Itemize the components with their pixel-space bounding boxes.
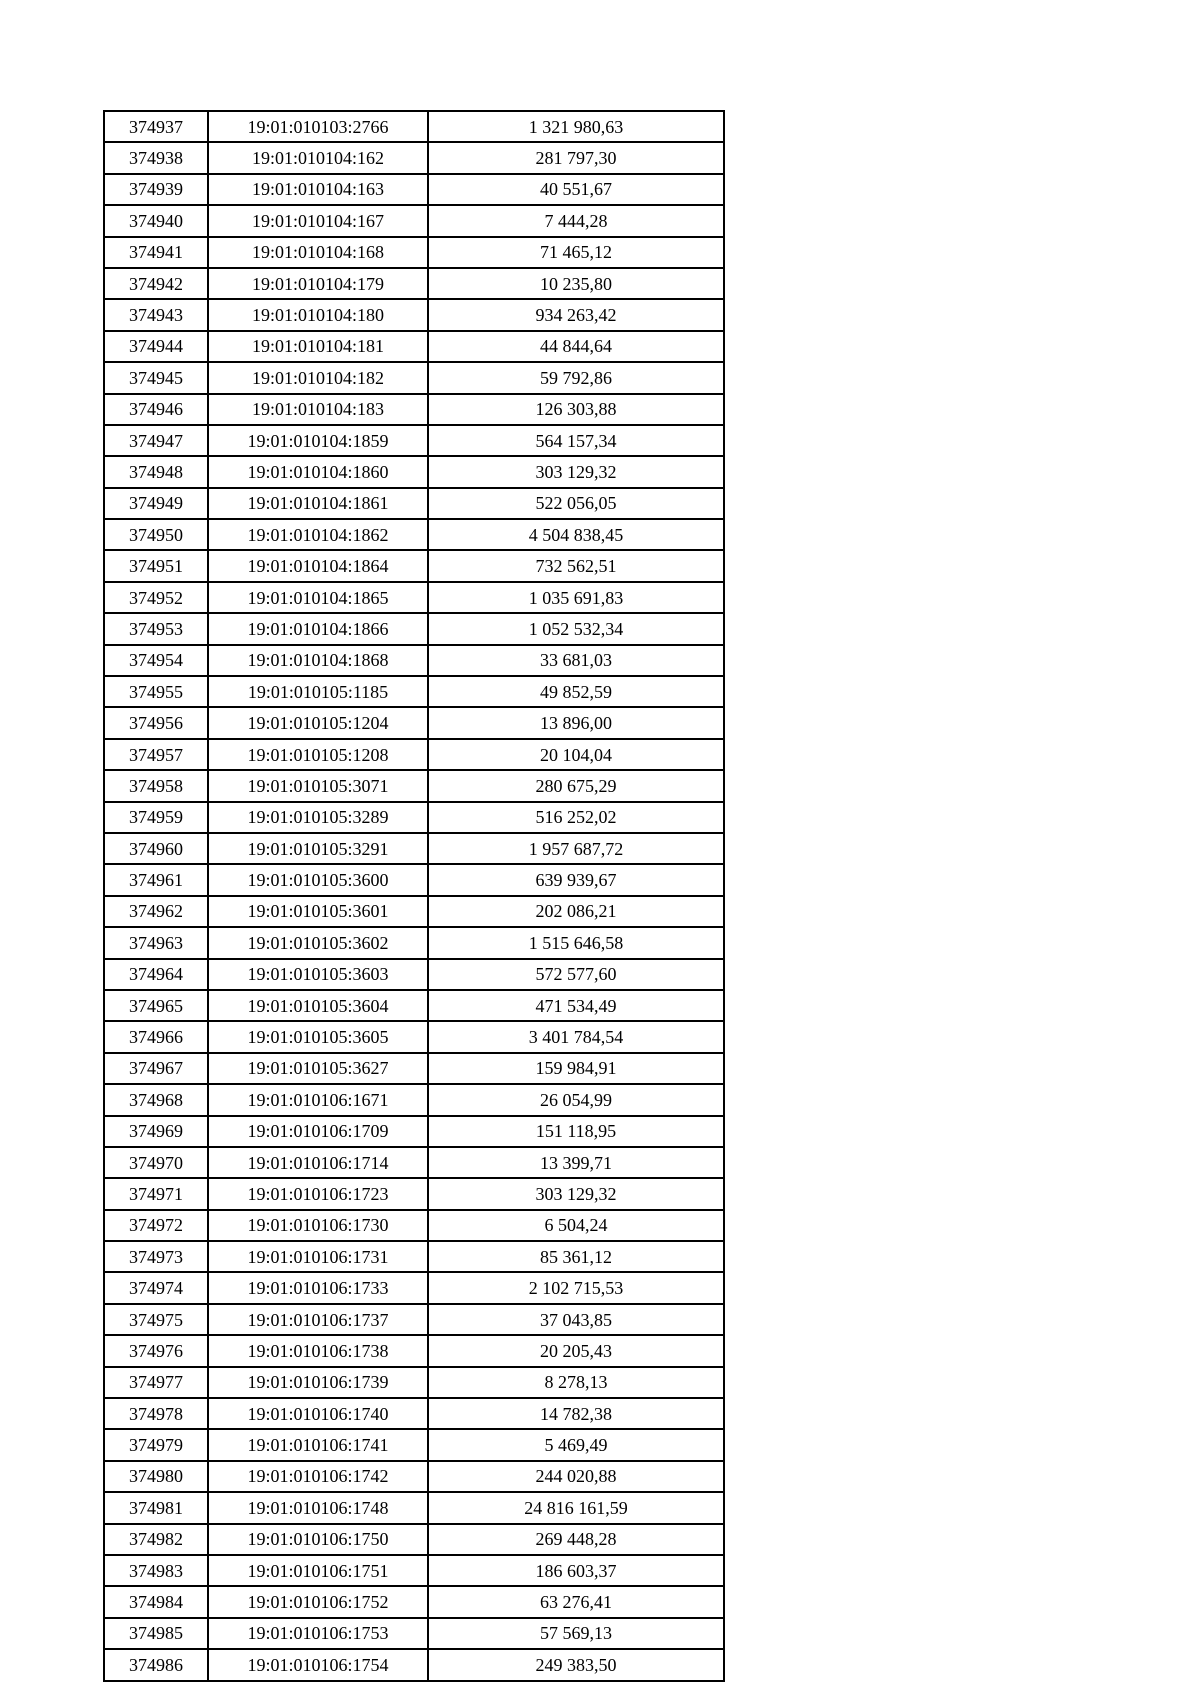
table-row bbox=[104, 1618, 724, 1649]
table-row bbox=[104, 833, 724, 864]
table-row bbox=[104, 362, 724, 393]
row-number-cell: 374980 bbox=[104, 1461, 208, 1492]
table-row bbox=[104, 959, 724, 990]
row-number-cell: 374942 bbox=[104, 268, 208, 299]
cadastral-value-cell: 85 361,12 bbox=[428, 1241, 724, 1272]
cadastral-number-cell: 19:01:010106:1740 bbox=[208, 1398, 428, 1429]
cadastral-value-cell: 1 515 646,58 bbox=[428, 927, 724, 958]
table-row bbox=[104, 425, 724, 456]
row-number-cell: 374947 bbox=[104, 425, 208, 456]
cadastral-value-cell: 244 020,88 bbox=[428, 1461, 724, 1492]
table-body bbox=[104, 111, 724, 1681]
cadastral-value-cell: 522 056,05 bbox=[428, 488, 724, 519]
cadastral-value-cell: 732 562,51 bbox=[428, 550, 724, 581]
cadastral-number-cell: 19:01:010104:183 bbox=[208, 394, 428, 425]
cadastral-value-cell: 49 852,59 bbox=[428, 676, 724, 707]
cadastral-number-cell: 19:01:010105:3603 bbox=[208, 959, 428, 990]
cadastral-number-cell: 19:01:010106:1742 bbox=[208, 1461, 428, 1492]
cadastral-value-cell: 934 263,42 bbox=[428, 299, 724, 330]
cadastral-number-cell: 19:01:010104:1860 bbox=[208, 456, 428, 487]
table-row bbox=[104, 331, 724, 362]
table-row bbox=[104, 1649, 724, 1680]
row-number-cell: 374981 bbox=[104, 1492, 208, 1523]
cadastral-number-cell: 19:01:010106:1741 bbox=[208, 1429, 428, 1460]
table-row bbox=[104, 1586, 724, 1617]
row-number-cell: 374943 bbox=[104, 299, 208, 330]
cadastral-number-cell: 19:01:010104:181 bbox=[208, 331, 428, 362]
row-number-cell: 374978 bbox=[104, 1398, 208, 1429]
table-row bbox=[104, 1178, 724, 1209]
table-row bbox=[104, 1304, 724, 1335]
cadastral-value-cell: 14 782,38 bbox=[428, 1398, 724, 1429]
table-row bbox=[104, 488, 724, 519]
cadastral-number-cell: 19:01:010104:1859 bbox=[208, 425, 428, 456]
cadastral-value-cell: 6 504,24 bbox=[428, 1210, 724, 1241]
cadastral-value-cell: 564 157,34 bbox=[428, 425, 724, 456]
row-number-cell: 374944 bbox=[104, 331, 208, 362]
table-row bbox=[104, 1116, 724, 1147]
cadastral-number-cell: 19:01:010106:1733 bbox=[208, 1272, 428, 1303]
cadastral-number-cell: 19:01:010105:3627 bbox=[208, 1053, 428, 1084]
table-row bbox=[104, 1492, 724, 1523]
cadastral-number-cell: 19:01:010106:1748 bbox=[208, 1492, 428, 1523]
row-number-cell: 374949 bbox=[104, 488, 208, 519]
table-row bbox=[104, 1555, 724, 1586]
table-row bbox=[104, 1084, 724, 1115]
table-row bbox=[104, 237, 724, 268]
cadastral-number-cell: 19:01:010104:1866 bbox=[208, 613, 428, 644]
cadastral-number-cell: 19:01:010105:1208 bbox=[208, 739, 428, 770]
row-number-cell: 374965 bbox=[104, 990, 208, 1021]
cadastral-number-cell: 19:01:010106:1714 bbox=[208, 1147, 428, 1178]
row-number-cell: 374960 bbox=[104, 833, 208, 864]
cadastral-number-cell: 19:01:010104:1868 bbox=[208, 645, 428, 676]
cadastral-value-cell: 303 129,32 bbox=[428, 1178, 724, 1209]
row-number-cell: 374968 bbox=[104, 1084, 208, 1115]
cadastral-value-cell: 1 321 980,63 bbox=[428, 111, 724, 142]
cadastral-value-cell: 4 504 838,45 bbox=[428, 519, 724, 550]
row-number-cell: 374954 bbox=[104, 645, 208, 676]
table-row bbox=[104, 174, 724, 205]
cadastral-value-cell: 126 303,88 bbox=[428, 394, 724, 425]
table-row bbox=[104, 770, 724, 801]
cadastral-number-cell: 19:01:010104:180 bbox=[208, 299, 428, 330]
cadastral-value-cell: 8 278,13 bbox=[428, 1367, 724, 1398]
cadastral-value-cell: 24 816 161,59 bbox=[428, 1492, 724, 1523]
table-row bbox=[104, 1241, 724, 1272]
cadastral-value-cell: 1 035 691,83 bbox=[428, 582, 724, 613]
cadastral-number-cell: 19:01:010105:3602 bbox=[208, 927, 428, 958]
cadastral-value-cell: 59 792,86 bbox=[428, 362, 724, 393]
row-number-cell: 374940 bbox=[104, 205, 208, 236]
row-number-cell: 374956 bbox=[104, 707, 208, 738]
row-number-cell: 374967 bbox=[104, 1053, 208, 1084]
table-row bbox=[104, 1053, 724, 1084]
cadastral-number-cell: 19:01:010103:2766 bbox=[208, 111, 428, 142]
row-number-cell: 374951 bbox=[104, 550, 208, 581]
cadastral-number-cell: 19:01:010104:179 bbox=[208, 268, 428, 299]
row-number-cell: 374959 bbox=[104, 802, 208, 833]
row-number-cell: 374985 bbox=[104, 1618, 208, 1649]
table-row bbox=[104, 394, 724, 425]
cadastral-number-cell: 19:01:010106:1671 bbox=[208, 1084, 428, 1115]
row-number-cell: 374952 bbox=[104, 582, 208, 613]
table-row bbox=[104, 990, 724, 1021]
cadastral-value-cell: 33 681,03 bbox=[428, 645, 724, 676]
cadastral-number-cell: 19:01:010105:3291 bbox=[208, 833, 428, 864]
row-number-cell: 374982 bbox=[104, 1524, 208, 1555]
row-number-cell: 374977 bbox=[104, 1367, 208, 1398]
row-number-cell: 374984 bbox=[104, 1586, 208, 1617]
row-number-cell: 374983 bbox=[104, 1555, 208, 1586]
cadastral-value-cell: 71 465,12 bbox=[428, 237, 724, 268]
cadastral-number-cell: 19:01:010104:162 bbox=[208, 142, 428, 173]
row-number-cell: 374975 bbox=[104, 1304, 208, 1335]
row-number-cell: 374957 bbox=[104, 739, 208, 770]
cadastral-value-cell: 639 939,67 bbox=[428, 864, 724, 895]
table-row bbox=[104, 519, 724, 550]
row-number-cell: 374937 bbox=[104, 111, 208, 142]
table-row bbox=[104, 1524, 724, 1555]
cadastral-value-cell: 5 469,49 bbox=[428, 1429, 724, 1460]
cadastral-number-cell: 19:01:010104:1864 bbox=[208, 550, 428, 581]
table-row bbox=[104, 802, 724, 833]
row-number-cell: 374955 bbox=[104, 676, 208, 707]
row-number-cell: 374958 bbox=[104, 770, 208, 801]
cadastral-number-cell: 19:01:010106:1737 bbox=[208, 1304, 428, 1335]
row-number-cell: 374961 bbox=[104, 864, 208, 895]
cadastral-number-cell: 19:01:010106:1731 bbox=[208, 1241, 428, 1272]
cadastral-number-cell: 19:01:010106:1738 bbox=[208, 1335, 428, 1366]
table-row bbox=[104, 1021, 724, 1052]
table-row bbox=[104, 896, 724, 927]
row-number-cell: 374946 bbox=[104, 394, 208, 425]
table-row bbox=[104, 456, 724, 487]
table-row bbox=[104, 1335, 724, 1366]
cadastral-number-cell: 19:01:010104:168 bbox=[208, 237, 428, 268]
row-number-cell: 374979 bbox=[104, 1429, 208, 1460]
cadastral-number-cell: 19:01:010106:1751 bbox=[208, 1555, 428, 1586]
cadastral-value-cell: 1 052 532,34 bbox=[428, 613, 724, 644]
row-number-cell: 374945 bbox=[104, 362, 208, 393]
table-row bbox=[104, 142, 724, 173]
cadastral-number-cell: 19:01:010106:1754 bbox=[208, 1649, 428, 1680]
row-number-cell: 374973 bbox=[104, 1241, 208, 1272]
table-row bbox=[104, 1398, 724, 1429]
table-row bbox=[104, 927, 724, 958]
cadastral-value-cell: 40 551,67 bbox=[428, 174, 724, 205]
cadastral-value-cell: 516 252,02 bbox=[428, 802, 724, 833]
table-row bbox=[104, 739, 724, 770]
cadastral-number-cell: 19:01:010104:1865 bbox=[208, 582, 428, 613]
cadastral-number-cell: 19:01:010105:3071 bbox=[208, 770, 428, 801]
cadastral-number-cell: 19:01:010105:1185 bbox=[208, 676, 428, 707]
cadastral-value-cell: 281 797,30 bbox=[428, 142, 724, 173]
cadastral-number-cell: 19:01:010105:3601 bbox=[208, 896, 428, 927]
cadastral-number-cell: 19:01:010105:1204 bbox=[208, 707, 428, 738]
cadastral-value-cell: 303 129,32 bbox=[428, 456, 724, 487]
table-row bbox=[104, 299, 724, 330]
cadastral-value-cell: 151 118,95 bbox=[428, 1116, 724, 1147]
row-number-cell: 374969 bbox=[104, 1116, 208, 1147]
cadastral-value-cell: 249 383,50 bbox=[428, 1649, 724, 1680]
cadastral-value-cell: 44 844,64 bbox=[428, 331, 724, 362]
table-row bbox=[104, 613, 724, 644]
table-row bbox=[104, 1147, 724, 1178]
cadastral-value-cell: 20 104,04 bbox=[428, 739, 724, 770]
cadastral-number-cell: 19:01:010106:1709 bbox=[208, 1116, 428, 1147]
cadastral-value-cell: 63 276,41 bbox=[428, 1586, 724, 1617]
cadastral-value-cell: 269 448,28 bbox=[428, 1524, 724, 1555]
table-row bbox=[104, 864, 724, 895]
cadastral-value-cell: 20 205,43 bbox=[428, 1335, 724, 1366]
row-number-cell: 374976 bbox=[104, 1335, 208, 1366]
row-number-cell: 374941 bbox=[104, 237, 208, 268]
cadastral-number-cell: 19:01:010104:1862 bbox=[208, 519, 428, 550]
row-number-cell: 374938 bbox=[104, 142, 208, 173]
table-row bbox=[104, 582, 724, 613]
table-row bbox=[104, 1272, 724, 1303]
table-row bbox=[104, 1429, 724, 1460]
cadastral-number-cell: 19:01:010105:3604 bbox=[208, 990, 428, 1021]
cadastral-value-cell: 13 896,00 bbox=[428, 707, 724, 738]
table-row bbox=[104, 645, 724, 676]
table-row bbox=[104, 1210, 724, 1241]
cadastral-value-cell: 10 235,80 bbox=[428, 268, 724, 299]
cadastral-number-cell: 19:01:010105:3600 bbox=[208, 864, 428, 895]
table-row bbox=[104, 205, 724, 236]
cadastral-number-cell: 19:01:010105:3605 bbox=[208, 1021, 428, 1052]
cadastral-value-cell: 13 399,71 bbox=[428, 1147, 724, 1178]
cadastral-value-cell: 159 984,91 bbox=[428, 1053, 724, 1084]
cadastral-number-cell: 19:01:010104:182 bbox=[208, 362, 428, 393]
cadastral-number-cell: 19:01:010106:1752 bbox=[208, 1586, 428, 1617]
cadastral-value-cell: 37 043,85 bbox=[428, 1304, 724, 1335]
cadastral-number-cell: 19:01:010105:3289 bbox=[208, 802, 428, 833]
table-row bbox=[104, 1461, 724, 1492]
table-row bbox=[104, 676, 724, 707]
row-number-cell: 374971 bbox=[104, 1178, 208, 1209]
cadastral-number-cell: 19:01:010106:1723 bbox=[208, 1178, 428, 1209]
cadastral-number-cell: 19:01:010104:1861 bbox=[208, 488, 428, 519]
cadastral-value-cell: 280 675,29 bbox=[428, 770, 724, 801]
row-number-cell: 374966 bbox=[104, 1021, 208, 1052]
cadastral-number-cell: 19:01:010106:1750 bbox=[208, 1524, 428, 1555]
cadastral-value-cell: 57 569,13 bbox=[428, 1618, 724, 1649]
table-row bbox=[104, 268, 724, 299]
row-number-cell: 374962 bbox=[104, 896, 208, 927]
cadastral-value-cell: 7 444,28 bbox=[428, 205, 724, 236]
cadastral-value-cell: 202 086,21 bbox=[428, 896, 724, 927]
table-row bbox=[104, 111, 724, 142]
row-number-cell: 374986 bbox=[104, 1649, 208, 1680]
row-number-cell: 374974 bbox=[104, 1272, 208, 1303]
table-row bbox=[104, 1367, 724, 1398]
table-row bbox=[104, 707, 724, 738]
cadastral-number-cell: 19:01:010106:1739 bbox=[208, 1367, 428, 1398]
cadastral-value-cell: 3 401 784,54 bbox=[428, 1021, 724, 1052]
row-number-cell: 374939 bbox=[104, 174, 208, 205]
row-number-cell: 374964 bbox=[104, 959, 208, 990]
row-number-cell: 374963 bbox=[104, 927, 208, 958]
row-number-cell: 374953 bbox=[104, 613, 208, 644]
cadastral-number-cell: 19:01:010104:167 bbox=[208, 205, 428, 236]
row-number-cell: 374950 bbox=[104, 519, 208, 550]
table-row bbox=[104, 550, 724, 581]
row-number-cell: 374948 bbox=[104, 456, 208, 487]
cadastral-value-cell: 1 957 687,72 bbox=[428, 833, 724, 864]
cadastral-number-cell: 19:01:010104:163 bbox=[208, 174, 428, 205]
cadastral-value-table bbox=[103, 110, 725, 1682]
cadastral-value-cell: 186 603,37 bbox=[428, 1555, 724, 1586]
cadastral-value-cell: 26 054,99 bbox=[428, 1084, 724, 1115]
cadastral-value-cell: 572 577,60 bbox=[428, 959, 724, 990]
cadastral-number-cell: 19:01:010106:1753 bbox=[208, 1618, 428, 1649]
row-number-cell: 374972 bbox=[104, 1210, 208, 1241]
row-number-cell: 374970 bbox=[104, 1147, 208, 1178]
cadastral-number-cell: 19:01:010106:1730 bbox=[208, 1210, 428, 1241]
cadastral-value-cell: 471 534,49 bbox=[428, 990, 724, 1021]
cadastral-value-cell: 2 102 715,53 bbox=[428, 1272, 724, 1303]
